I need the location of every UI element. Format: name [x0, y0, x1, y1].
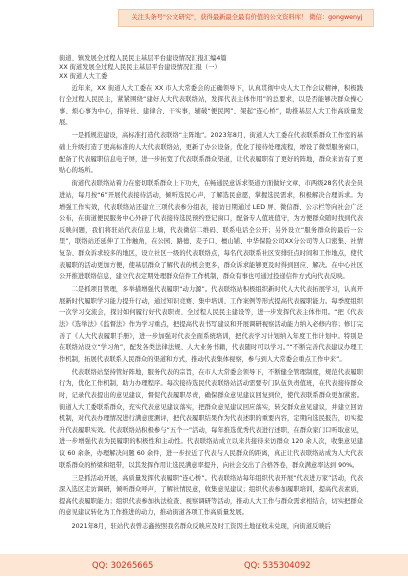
promo-banner[interactable]	[118, 9, 374, 27]
document-body	[59, 54, 363, 534]
paragraph-6: 2021年8月，驻站代表曾志鑫按照我名群众反映应及时工资因土地征收未兑现，向街道反映后	[71, 522, 331, 530]
promo-banner-text: 关注头条号"公文研究"，获得最新最全最有价值的公文资料库！ 微信：gongwenyj	[131, 14, 363, 21]
contact-footer	[0, 554, 408, 576]
paragraph-4: 代表联络站坚持管好阵地，服务代表的宗旨，在市人大常委会领导下，不断健全管理制度，规范代表履职行为，优化工作机制，助力办理程序。每次接待选民代表联络站活动需要专门队伍负责值班，在代表接待群众时，记录代表提出的意见建议，督促代表履职尽责，确保群众意见建议回复到位，使代表联系群众更加紧密。街道人大工委联系群众，充实代表意见建议落实，把群众意见建议回应落实，转交群众意见建议，并建立回访机制，对代表办理情况进行满意度测评，把代表履职结果作为代表述职的重要内容，定期向选民报告，切实提升代表履职实效。代表联络站积极参与“五个一”活动，每年推选优秀代表进行述职，在群众家门口听取意见，进一步增强代表为民履职的积极性和主动性。代表联络站成立以来共接待来访群众 120 余人次，收集意见建议 60 余条，办理解决问题 60 余件，进一步拉近了代表与人民群众的距离，真正让代表联络站成为人大代表联系群众的桥梁和纽带，以其发挥作用让选民满意率提升，向社会交出了合格答卷，群众满意率达到 90%。	[59, 368, 363, 469]
paragraph-5: 三是抓活动开展，高质量发挥代表履职“连心桥”。代表联络站每年组织代表开展“代表进万家”活动，代表深入选区走访调研，倾听群众呼声，了解社情民意，收集意见建议；组织代表参加履职培训，提高代表素质，提高代表履职能力；组织代表参加执法检查、视察调研等活动，推动人大工作与群众需求相结合，切实把群众的意见建议转化为工作推进的动力，推动街道各项工作高质量发展。	[59, 474, 363, 517]
paragraph-2: 街道代表联络站着力在密切联系群众上下功夫，在畅通民意诉求渠道方面做好文章，市两级28名代表全员进站，每月按“6”开展代表接待活动，倾听选民心声，了解选民意愿，掌握选民需求，积极解决合理诉求。为增强工作实效，代表联络站还建立三项代表参分组表，接访日期通过 LED 屏、微信群、公示栏等向社会广泛公布，在街道便民服务中心外辟了代表接待选民预约登记窗口，配备专人值班值守，为方便群众随时找到代表反映问题，我们将驻站代表信息上墙，代表微信二维码、联系电话全公开；另外设立“服务群众的最后一公里”，联络站还延伸了工作触角，在公园、路德、麦子口、檀山铺、中华保险公司XX分公司等人口密集、社情复杂、群众诉求较多的地区，设立社区一级的代表联络点，每名代表联系社区安排驻点时间和工作地点，使代表履职的活动更加方便，使基层群众了解代表的机会更多，群众诉求能够更及时得到回应、解决。在中心社区公开推进联络信息，建立代表定期处理群众信件工作机制，群众有事也可通过投递信件方式向代表反映。	[59, 180, 363, 281]
paragraph-1: 一是抓规范建设，高标准打造代表联络“主阵地”。2023年8月，街道人大工委在代表联系群众工作室的基础上升级打造了更高标准的人大代表联络站，更新了办公设备，优化了接待处理流程，增设了微型服务窗口，配备了代表履职信息电子屏，进一步拓宽了代表联系群众渠道，让代表履职有了更好的阵地，群众来访有了更贴心的场所。	[59, 132, 363, 175]
document-author: XX 街道人大工委	[59, 73, 108, 81]
document-title: 街道、镇发展全过程人民民主基层平台建设情况汇报汇编4篇	[59, 55, 227, 62]
document-subtitle: XX 街道发展全过程人民民主基层平台建设情况汇报（一）	[59, 64, 221, 72]
paragraph-intro: 近年来，XX 街道人大工委在 XX 市人大常委会的正确领导下，认真贯彻中央人大工作会议精神，积极践行全过程人民民主，紧紧围绕“建好人大代表联络站，发挥代表主体作用”的总要求，以是否能够决群众操心事、烦心事为中心，指导社、建律合、干实事，辅破“便民网”、架起“连心桥”，助推基层人大工作高质量发展。	[59, 84, 363, 127]
paragraph-3: 二是抓项目管理，多举措增强代表履职“动力源”。代表联络站积极组织新时代人大代表拓展学习，认真开展新时代履职学习能力提升行动，通过知识竞赛、集中培训、工作案例等形式提高代表履职能力。每季度组织一次学习交流会，探讨如何履行好代表职责、全过程人民民主建设等，进一步发挥代表主体作用。“把《代表法》《选举法》《监督法》作为学习重点，把提高代表书写建议和开展调研视察活动能力纳入必修内容；修订完善了《人大代表履职手册》，进一步加强对代表全面系统培训，把代表学习计划纳入年度工作计划中。特别是在联络站设立“学习角”，配发各类法律法规、人大业务书籍，代表随时可以学习。”“不断完善代表建议办理工作机制，拓展代表联系人民群众的渠道和方式，推动代表集体视察，参与到人大常委会重点工作中来”。	[59, 286, 363, 363]
footer-wechat[interactable]: QQ: 535304092	[244, 560, 311, 570]
footer-qq[interactable]: QQ: 30265665	[92, 560, 154, 570]
